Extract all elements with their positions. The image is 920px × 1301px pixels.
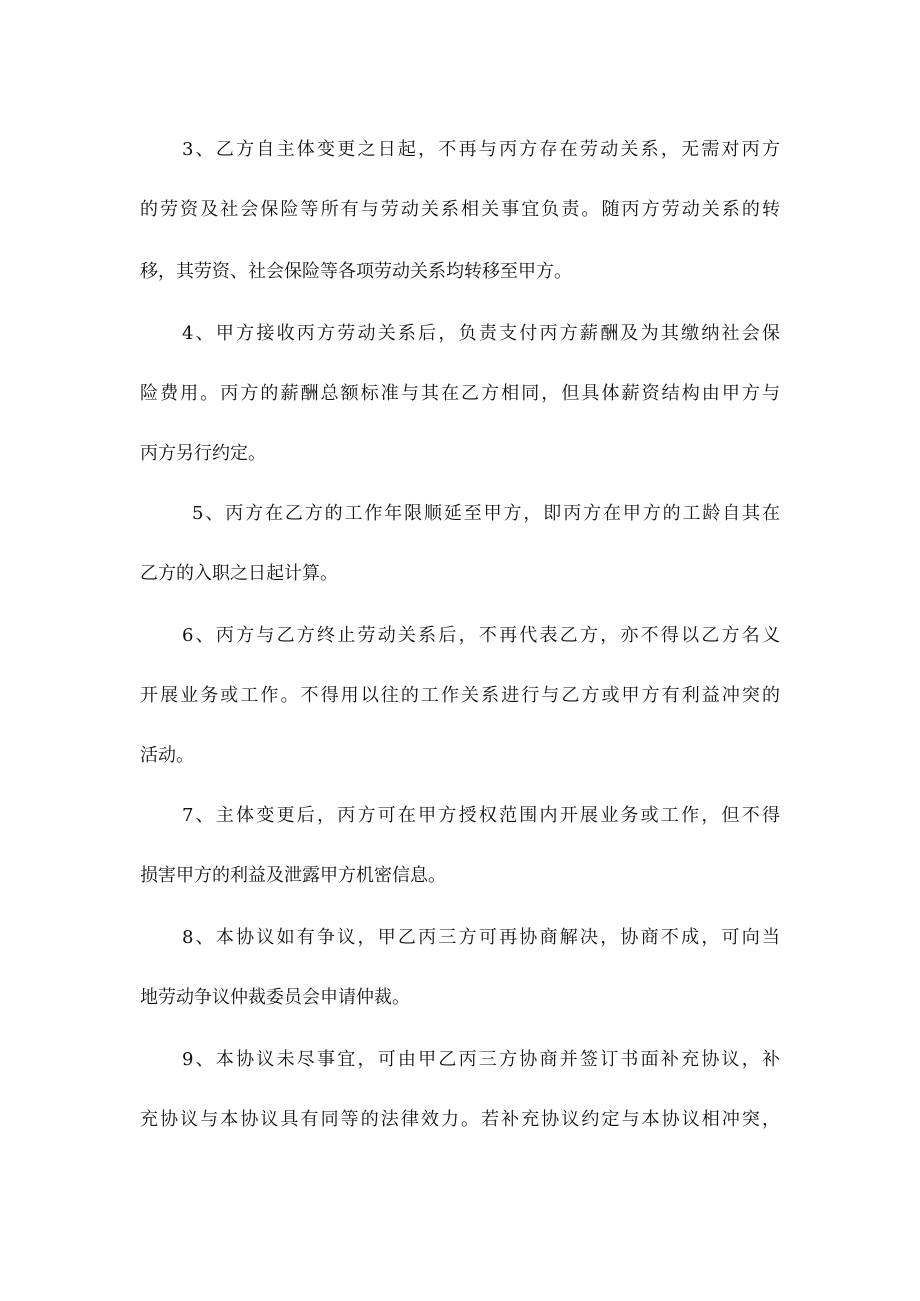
paragraph-4-line-1: 4、甲方接收丙方劳动关系后，负责支付丙方薪酬及为其缴纳社会保 [182, 323, 780, 344]
paragraph-8-line-1: 8、本协议如有争议，甲乙丙三方可再协商解决，协商不成，可向当 [182, 927, 780, 948]
paragraph-7-line-1: 7、主体变更后，丙方可在甲方授权范围内开展业务或工作，但不得 [182, 805, 780, 826]
paragraph-6-line-3: 活动。 [140, 745, 194, 766]
paragraph-4-line-3: 丙方另行约定。 [140, 443, 266, 464]
paragraph-5-line-2: 乙方的入职之日起计算。 [140, 563, 338, 584]
paragraph-3-line-1: 3、乙方自主体变更之日起，不再与丙方存在劳动关系，无需对丙方 [182, 139, 780, 160]
paragraph-5-line-1: 5、丙方在乙方的工作年限顺延至甲方，即丙方在甲方的工龄自其在 [192, 503, 780, 524]
paragraph-6-line-2: 开展业务或工作。不得用以往的工作关系进行与乙方或甲方有利益冲突的 [140, 685, 780, 706]
paragraph-7-line-2: 损害甲方的利益及泄露甲方机密信息。 [140, 865, 446, 886]
paragraph-6-line-1: 6、丙方与乙方终止劳动关系后，不再代表乙方，亦不得以乙方名义 [182, 625, 780, 646]
paragraph-9-line-1: 9、本协议未尽事宜，可由甲乙丙三方协商并签订书面补充协议，补 [182, 1049, 780, 1070]
paragraph-8-line-2: 地劳动争议仲裁委员会申请仲裁。 [140, 987, 410, 1008]
paragraph-9-line-2: 充协议与本协议具有同等的法律效力。若补充协议约定与本协议相冲突， [140, 1109, 780, 1130]
paragraph-3-line-3: 移，其劳资、社会保险等各项劳动关系均转移至甲方。 [140, 261, 572, 282]
paragraph-4-line-2: 险费用。丙方的薪酬总额标准与其在乙方相同，但具体薪资结构由甲方与 [140, 383, 780, 404]
paragraph-3-line-2: 的劳资及社会保险等所有与劳动关系相关事宜负责。随丙方劳动关系的转 [140, 199, 780, 220]
